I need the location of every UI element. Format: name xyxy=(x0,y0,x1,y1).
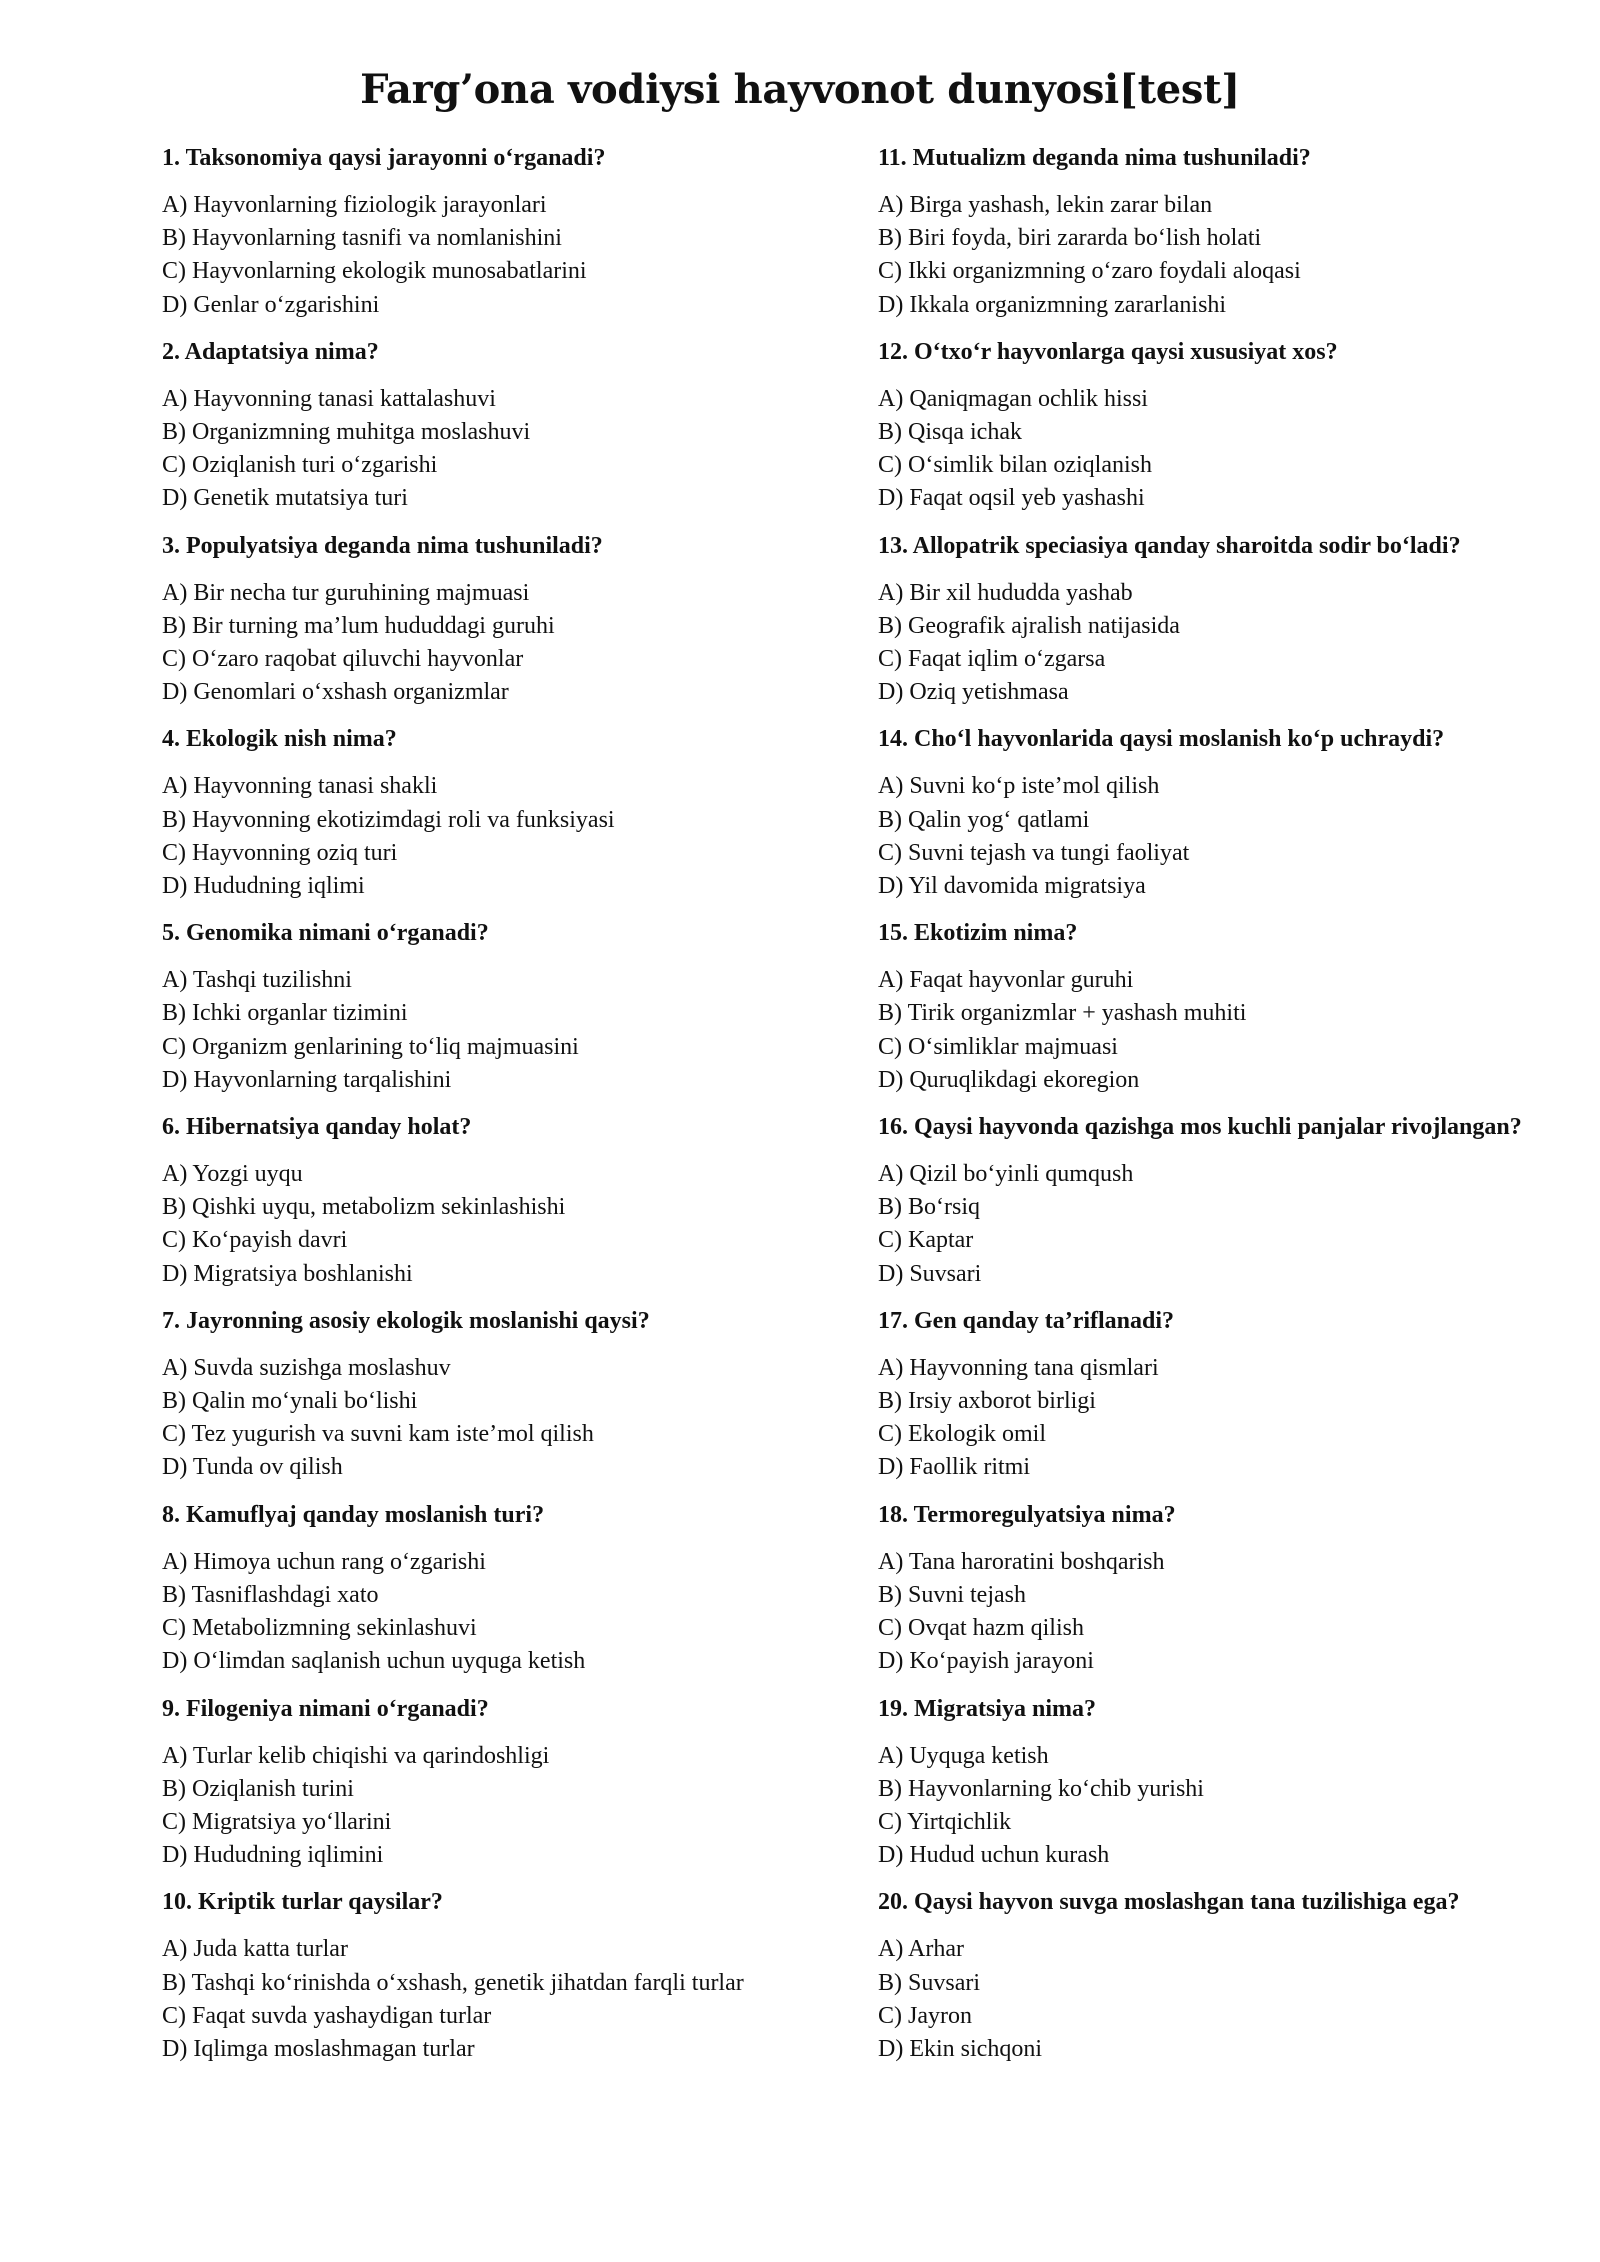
left-column xyxy=(162,142,772,2080)
question-title: 5. Genomika nimani o‘rganadi? xyxy=(162,920,489,947)
answer-option: A) Hayvonning tanasi shakli xyxy=(162,773,438,800)
question-block xyxy=(162,1111,772,1291)
answer-option: D) Suvsari xyxy=(878,1260,982,1287)
question-title: 12. O‘txo‘r hayvonlarga qaysi xususiyat xos? xyxy=(878,338,1338,365)
answer-option: D) Hududning iqlimi xyxy=(162,873,365,900)
question-title: 18. Termoregulyatsiya nima? xyxy=(878,1501,1176,1528)
answer-option: A) Qaniqmagan ochlik hissi xyxy=(878,385,1148,412)
question-title: 9. Filogeniya nimani o‘rganadi? xyxy=(162,1695,489,1722)
answer-option: A) Faqat hayvonlar guruhi xyxy=(878,967,1134,994)
answer-option: B) Qishki uyqu, metabolizm sekinlashishi xyxy=(162,1194,566,1221)
question-block xyxy=(878,336,1538,516)
answer-option: C) Migratsiya yo‘llarini xyxy=(162,1808,392,1835)
question-block xyxy=(162,723,772,903)
question-block xyxy=(878,1499,1538,1679)
answer-option: B) Organizmning muhitga moslashuvi xyxy=(162,419,531,446)
question-block xyxy=(878,917,1538,1097)
answer-options xyxy=(162,1740,772,1873)
answer-option: C) O‘simlik bilan oziqlanish xyxy=(878,452,1152,479)
question-title: 20. Qaysi hayvon suvga moslashgan tana tuzilishiga ega? xyxy=(878,1889,1460,1916)
answer-option: B) Tashqi ko‘rinishda o‘xshash, genetik jihatdan farqli turlar xyxy=(162,1969,744,1996)
answer-option: C) Metabolizmning sekinlashuvi xyxy=(162,1615,477,1642)
question-title: 2. Adaptatsiya nima? xyxy=(162,338,379,365)
question-block xyxy=(878,1305,1538,1485)
question-title: 11. Mutualizm deganda nima tushuniladi? xyxy=(878,145,1311,171)
answer-option: C) Kaptar xyxy=(878,1227,974,1254)
answer-option: C) Organizm genlarining to‘liq majmuasini xyxy=(162,1033,579,1060)
answer-options xyxy=(162,770,772,903)
answer-option: C) O‘simliklar majmuasi xyxy=(878,1033,1118,1060)
answer-option: A) Birga yashash, lekin zarar bilan xyxy=(878,192,1213,218)
answer-option: A) Yozgi uyqu xyxy=(162,1161,303,1188)
answer-option: D) Iqlimga moslashmagan turlar xyxy=(162,2035,475,2062)
answer-option: B) Bo‘rsiq xyxy=(878,1194,980,1221)
answer-option: D) Yil davomida migratsiya xyxy=(878,873,1146,900)
answer-option: C) Hayvonlarning ekologik munosabatlarini xyxy=(162,258,587,285)
answer-option: D) Quruqlikdagi ekoregion xyxy=(878,1066,1140,1093)
answer-option: A) Bir xil hududda yashab xyxy=(878,579,1133,606)
answer-option: C) Faqat iqlim o‘zgarsa xyxy=(878,646,1106,673)
question-block xyxy=(878,142,1538,322)
answer-option: A) Suvni ko‘p iste’mol qilish xyxy=(878,773,1160,800)
answer-options xyxy=(162,189,772,322)
answer-option: D) Ikkala organizmning zararlanishi xyxy=(878,291,1227,318)
question-title: 14. Cho‘l hayvonlarida qaysi moslanish ko‘p uchraydi? xyxy=(878,726,1445,753)
answer-option: A) Tana haroratini boshqarish xyxy=(878,1548,1165,1575)
answer-option: B) Qalin yog‘ qatlami xyxy=(878,806,1090,833)
question-title: 7. Jayronning asosiy ekologik moslanishi qaysi? xyxy=(162,1307,650,1334)
answer-options xyxy=(878,577,1538,710)
answer-option: A) Hayvonning tana qismlari xyxy=(878,1354,1159,1381)
answer-option: B) Bir turning ma’lum hududdagi guruhi xyxy=(162,612,555,639)
question-block xyxy=(162,1886,772,2066)
answer-option: C) Ko‘payish davri xyxy=(162,1227,348,1254)
answer-option: D) Migratsiya boshlanishi xyxy=(162,1260,413,1287)
answer-option: B) Qalin mo‘ynali bo‘lishi xyxy=(162,1388,418,1415)
question-block xyxy=(878,1111,1538,1291)
answer-option: C) Yirtqichlik xyxy=(878,1808,1012,1835)
question-title: 16. Qaysi hayvonda qazishga mos kuchli panjalar rivojlangan? xyxy=(878,1114,1522,1141)
answer-option: B) Tasniflashdagi xato xyxy=(162,1581,379,1608)
answer-options xyxy=(878,770,1538,903)
question-title: 1. Taksonomiya qaysi jarayonni o‘rganadi? xyxy=(162,145,606,171)
answer-option: A) Suvda suzishga moslashuv xyxy=(162,1354,451,1381)
answer-option: B) Suvsari xyxy=(878,1969,980,1996)
page-title: Farg’ona vodiysi hayvonot dunyosi[test] xyxy=(360,66,1240,113)
answer-options xyxy=(162,1158,772,1291)
answer-option: A) Bir necha tur guruhining majmuasi xyxy=(162,579,530,606)
answer-options xyxy=(162,1352,772,1485)
answer-option: D) Ekin sichqoni xyxy=(878,2035,1042,2062)
right-column xyxy=(878,142,1538,2080)
answer-option: A) Hayvonlarning fiziologik jarayonlari xyxy=(162,192,547,218)
answer-option: A) Tashqi tuzilishni xyxy=(162,967,352,994)
answer-option: A) Uyquga ketish xyxy=(878,1742,1049,1769)
answer-option: A) Turlar kelib chiqishi va qarindoshligi xyxy=(162,1742,550,1769)
answer-options xyxy=(878,1158,1538,1291)
answer-option: D) Oziq yetishmasa xyxy=(878,679,1069,706)
answer-option: D) Hududning iqlimini xyxy=(162,1842,384,1869)
question-block xyxy=(878,530,1538,710)
answer-option: D) Genomlari o‘xshash organizmlar xyxy=(162,679,509,706)
answer-options xyxy=(878,1933,1538,2066)
question-block xyxy=(162,336,772,516)
answer-options xyxy=(162,383,772,516)
answer-option: C) Oziqlanish turi o‘zgarishi xyxy=(162,452,438,479)
answer-option: A) Qizil bo‘yinli qumqush xyxy=(878,1161,1134,1188)
answer-option: C) Hayvonning oziq turi xyxy=(162,839,398,866)
answer-option: C) Suvni tejash va tungi faoliyat xyxy=(878,839,1190,866)
answer-options xyxy=(162,1933,772,2066)
answer-option: B) Geografik ajralish natijasida xyxy=(878,612,1180,639)
answer-option: B) Hayvonning ekotizimdagi roli va funksiyasi xyxy=(162,806,615,833)
answer-option: A) Arhar xyxy=(878,1936,964,1963)
answer-options xyxy=(878,383,1538,516)
answer-option: C) O‘zaro raqobat qiluvchi hayvonlar xyxy=(162,646,524,673)
answer-option: C) Faqat suvda yashaydigan turlar xyxy=(162,2002,492,2029)
question-title: 6. Hibernatsiya qanday holat? xyxy=(162,1114,472,1141)
answer-option: D) Hayvonlarning tarqalishini xyxy=(162,1066,452,1093)
question-block xyxy=(878,1886,1538,2066)
answer-option: A) Hayvonning tanasi kattalashuvi xyxy=(162,385,496,412)
answer-options xyxy=(162,577,772,710)
answer-options xyxy=(162,1546,772,1679)
answer-option: D) Hudud uchun kurash xyxy=(878,1842,1110,1869)
answer-options xyxy=(878,1740,1538,1873)
answer-option: A) Himoya uchun rang o‘zgarishi xyxy=(162,1548,486,1575)
answer-option: D) Ko‘payish jarayoni xyxy=(878,1648,1094,1675)
answer-option: C) Ikki organizmning o‘zaro foydali aloqasi xyxy=(878,258,1301,285)
answer-option: D) Faollik ritmi xyxy=(878,1454,1030,1481)
question-title: 3. Populyatsiya deganda nima tushuniladi? xyxy=(162,532,603,559)
question-block xyxy=(162,1499,772,1679)
question-title: 19. Migratsiya nima? xyxy=(878,1695,1096,1722)
answer-option: C) Tez yugurish va suvni kam iste’mol qilish xyxy=(162,1421,594,1448)
question-block xyxy=(878,723,1538,903)
question-block xyxy=(162,530,772,710)
question-title: 15. Ekotizim nima? xyxy=(878,920,1078,947)
answer-option: D) Genetik mutatsiya turi xyxy=(162,485,408,512)
answer-option: B) Hayvonlarning tasnifi va nomlanishini xyxy=(162,225,562,252)
answer-option: C) Ekologik omil xyxy=(878,1421,1046,1448)
answer-options xyxy=(878,964,1538,1097)
answer-option: B) Qisqa ichak xyxy=(878,419,1022,446)
answer-option: D) Genlar o‘zgarishini xyxy=(162,291,380,318)
answer-option: D) Tunda ov qilish xyxy=(162,1454,343,1481)
answer-options xyxy=(878,1352,1538,1485)
answer-option: B) Tirik organizmlar + yashash muhiti xyxy=(878,1000,1247,1027)
answer-option: B) Hayvonlarning ko‘chib yurishi xyxy=(878,1775,1204,1802)
answer-option: B) Irsiy axborot birligi xyxy=(878,1388,1096,1415)
answer-option: B) Oziqlanish turini xyxy=(162,1775,354,1802)
question-title: 10. Kriptik turlar qaysilar? xyxy=(162,1889,443,1916)
question-block xyxy=(162,917,772,1097)
question-block xyxy=(162,1693,772,1873)
answer-option: A) Juda katta turlar xyxy=(162,1936,348,1963)
answer-option: B) Suvni tejash xyxy=(878,1581,1026,1608)
answer-options xyxy=(162,964,772,1097)
answer-option: C) Ovqat hazm qilish xyxy=(878,1615,1084,1642)
question-block xyxy=(162,142,772,322)
question-title: 17. Gen qanday ta’riflanadi? xyxy=(878,1307,1175,1334)
answer-options xyxy=(878,189,1538,322)
question-title: 8. Kamuflyaj qanday moslanish turi? xyxy=(162,1501,545,1528)
question-block xyxy=(878,1693,1538,1873)
answer-option: B) Ichki organlar tizimini xyxy=(162,1000,408,1027)
answer-options xyxy=(878,1546,1538,1679)
question-title: 13. Allopatrik speciasiya qanday sharoitda sodir bo‘ladi? xyxy=(878,532,1461,559)
answer-option: D) Faqat oqsil yeb yashashi xyxy=(878,485,1145,512)
answer-option: D) O‘limdan saqlanish uchun uyquga ketish xyxy=(162,1648,586,1675)
question-title: 4. Ekologik nish nima? xyxy=(162,726,397,753)
answer-option: C) Jayron xyxy=(878,2002,972,2029)
question-block xyxy=(162,1305,772,1485)
answer-option: B) Biri foyda, biri zararda bo‘lish holati xyxy=(878,225,1262,252)
